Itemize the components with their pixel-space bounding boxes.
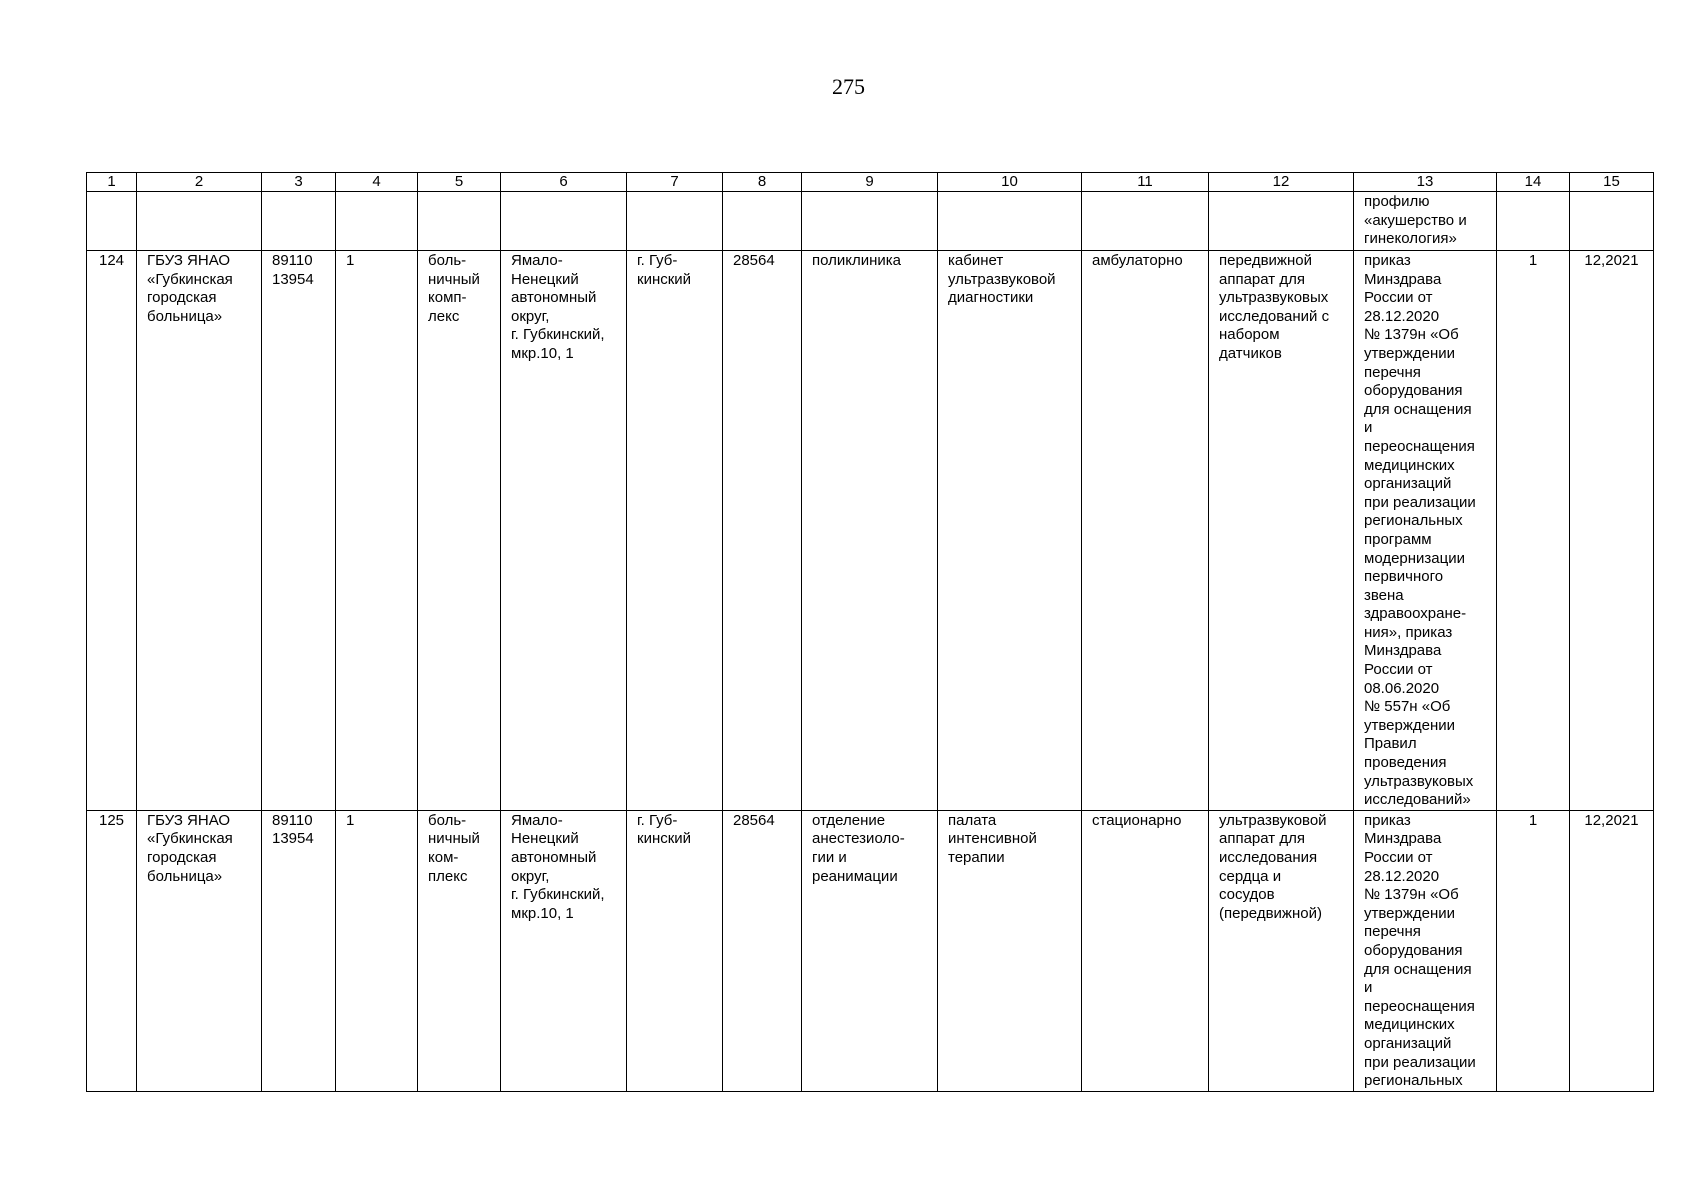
regulation-cell: приказ Минздрава России от 28.12.2020 № 1379н «Об утверждении перечня оборудования для оснащения и переоснащения медицинских организаций при реализации региональных — [1354, 810, 1497, 1091]
equipment-table — [86, 172, 1654, 1092]
row-number-cell — [87, 192, 137, 251]
organization-cell — [137, 192, 262, 251]
column-number: 10 — [938, 173, 1082, 192]
code-cell — [262, 192, 336, 251]
column-number: 3 — [262, 173, 336, 192]
organization-cell: ГБУЗ ЯНАО «Губкинская городская больница» — [137, 251, 262, 811]
code-cell — [723, 192, 802, 251]
code-cell: 28564 — [723, 251, 802, 811]
column-number: 14 — [1497, 173, 1570, 192]
quantity-cell: 1 — [1497, 251, 1570, 811]
row-number-cell: 124 — [87, 251, 137, 811]
column-number: 2 — [137, 173, 262, 192]
unit-cell: поликлиника — [802, 251, 938, 811]
care-type-cell: амбулаторно — [1082, 251, 1209, 811]
building-type-cell: боль- ничный комп- лекс — [418, 251, 501, 811]
column-number-row — [87, 173, 1654, 192]
building-type-cell — [418, 192, 501, 251]
unit-cell — [802, 192, 938, 251]
column-number: 13 — [1354, 173, 1497, 192]
room-cell: палата интенсивной терапии — [938, 810, 1082, 1091]
unit-cell: отделение анестезиоло- гии и реанимации — [802, 810, 938, 1091]
regulation-cell: профилю «акушерство и гинекология» — [1354, 192, 1497, 251]
city-cell — [627, 192, 723, 251]
address-cell: Ямало- Ненецкий автономный округ, г. Губкинский, мкр.10, 1 — [501, 810, 627, 1091]
equipment-cell: передвижной аппарат для ультразвуковых исследований с набором датчиков — [1209, 251, 1354, 811]
number-cell: 1 — [336, 251, 418, 811]
page-number: 275 — [832, 74, 865, 99]
number-cell — [336, 192, 418, 251]
column-number: 6 — [501, 173, 627, 192]
column-number: 12 — [1209, 173, 1354, 192]
date-cell: 12,2021 — [1570, 810, 1654, 1091]
city-cell: г. Губ- кинский — [627, 251, 723, 811]
date-cell — [1570, 192, 1654, 251]
room-cell — [938, 192, 1082, 251]
column-number: 8 — [723, 173, 802, 192]
column-number: 5 — [418, 173, 501, 192]
address-cell — [501, 192, 627, 251]
column-number: 7 — [627, 173, 723, 192]
table-row — [87, 251, 1654, 811]
column-number: 4 — [336, 173, 418, 192]
column-number: 15 — [1570, 173, 1654, 192]
code-cell: 89110 13954 — [262, 251, 336, 811]
number-cell: 1 — [336, 810, 418, 1091]
quantity-cell — [1497, 192, 1570, 251]
organization-cell: ГБУЗ ЯНАО «Губкинская городская больница» — [137, 810, 262, 1091]
equipment-cell: ультразвуковой аппарат для исследования сердца и сосудов (передвижной) — [1209, 810, 1354, 1091]
column-number: 1 — [87, 173, 137, 192]
care-type-cell: стационарно — [1082, 810, 1209, 1091]
table-row — [87, 192, 1654, 251]
column-number: 9 — [802, 173, 938, 192]
code-cell: 28564 — [723, 810, 802, 1091]
date-cell: 12,2021 — [1570, 251, 1654, 811]
code-cell: 89110 13954 — [262, 810, 336, 1091]
care-type-cell — [1082, 192, 1209, 251]
equipment-cell — [1209, 192, 1354, 251]
row-number-cell: 125 — [87, 810, 137, 1091]
column-number: 11 — [1082, 173, 1209, 192]
table-row — [87, 810, 1654, 1091]
regulation-cell: приказ Минздрава России от 28.12.2020 № 1379н «Об утверждении перечня оборудования для оснащения и переоснащения медицинских организаций при реализации региональных программ модернизации первичного звена здравоохране- ния», приказ Минздрава России от 08.06.2020 № 557н «Об утверждении Правил проведения ультразвуковых исследований» — [1354, 251, 1497, 811]
address-cell: Ямало- Ненецкий автономный округ, г. Губкинский, мкр.10, 1 — [501, 251, 627, 811]
city-cell: г. Губ- кинский — [627, 810, 723, 1091]
room-cell: кабинет ультразвуковой диагностики — [938, 251, 1082, 811]
quantity-cell: 1 — [1497, 810, 1570, 1091]
building-type-cell: боль- ничный ком- плекс — [418, 810, 501, 1091]
